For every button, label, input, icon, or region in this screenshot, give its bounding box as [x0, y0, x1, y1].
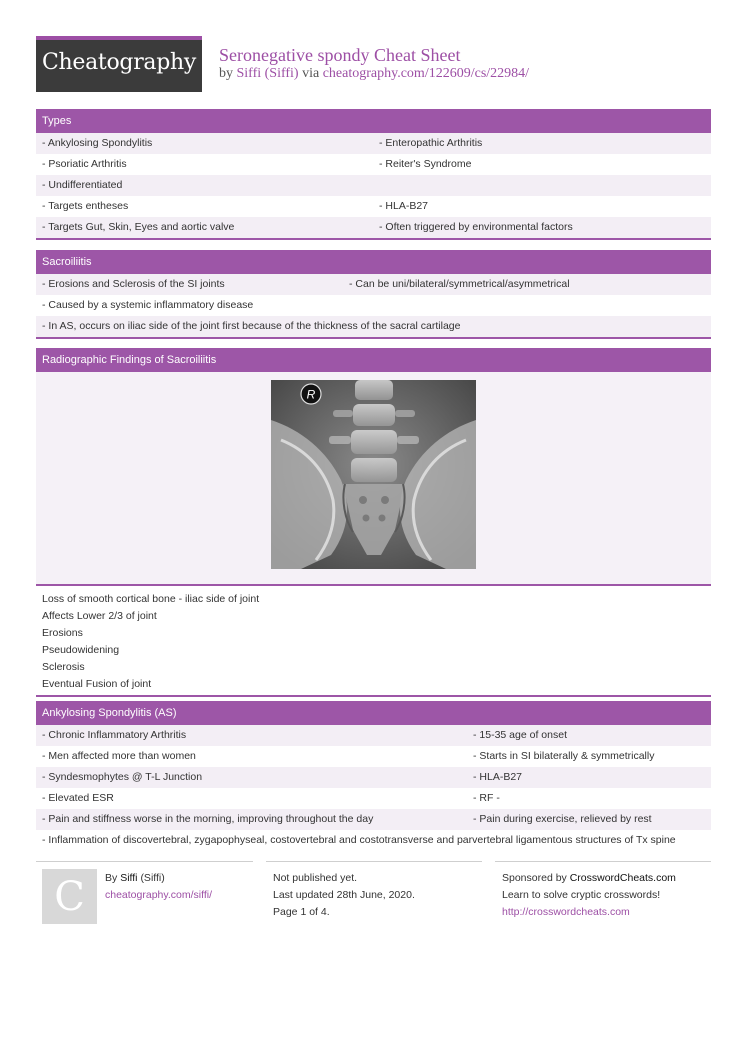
cell: - Often triggered by environmental factors: [379, 221, 573, 233]
sponsor-prefix: Sponsored by: [502, 872, 567, 884]
cell: - Psoriatic Arthritis: [42, 158, 127, 170]
section-heading: Radiographic Findings of Sacroiliitis: [36, 348, 711, 372]
table-row: [36, 196, 711, 217]
image-area: [36, 372, 711, 584]
section-heading: Ankylosing Spondylitis (AS): [36, 701, 711, 725]
sponsor-tagline: Learn to solve cryptic crosswords!: [502, 889, 661, 901]
by-prefix: by: [219, 66, 233, 81]
publish-status: Not published yet.: [273, 872, 358, 884]
cell: - Enteropathic Arthritis: [379, 137, 483, 149]
sheet-byline: [219, 66, 529, 82]
xray-side-marker: R: [306, 387, 316, 402]
author-name[interactable]: Siffi: [120, 872, 138, 884]
cell: - 15-35 age of onset: [473, 729, 567, 741]
cell: - HLA-B27: [473, 771, 523, 783]
table-row: [36, 217, 711, 238]
cell: - Erosions and Sclerosis of the SI joints: [42, 278, 225, 290]
footer-author: [105, 870, 165, 887]
author-profile-link[interactable]: cheatography.com/siffi/: [105, 889, 212, 901]
table-row: [36, 767, 711, 788]
cell: - Reiter's Syndrome: [379, 158, 472, 170]
cell: - HLA-B27: [379, 200, 429, 212]
pelvis-xray-image: [271, 380, 476, 569]
author-handle: (Siffi): [140, 872, 165, 884]
radiographic-section: [36, 348, 711, 697]
table-row: [36, 809, 711, 830]
table-row: [36, 316, 711, 337]
cell: - Targets Gut, Skin, Eyes and aortic valve: [42, 221, 235, 233]
table-row: [36, 133, 711, 154]
cell: - Caused by a systemic inflammatory disease: [42, 299, 254, 311]
section-heading: Types: [36, 109, 711, 133]
cell: - Ankylosing Spondylitis: [42, 137, 153, 149]
ankylosing-spondylitis-section: [36, 701, 711, 851]
table-row: [36, 154, 711, 175]
cell: - Syndesmophytes @ T-L Junction: [42, 771, 203, 783]
sponsor-link[interactable]: http://crosswordcheats.com: [502, 906, 630, 918]
table-row: [36, 295, 711, 316]
findings-list: [36, 584, 711, 695]
cheatography-logo[interactable]: [36, 36, 202, 92]
list-item: Affects Lower 2/3 of joint: [42, 610, 157, 622]
table-row: [36, 788, 711, 809]
cell: - Chronic Inflammatory Arthritis: [42, 729, 187, 741]
cell: - Elevated ESR: [42, 792, 114, 804]
last-updated: Last updated 28th June, 2020.: [273, 889, 415, 901]
list-item: Erosions: [42, 627, 83, 639]
table-row: [36, 746, 711, 767]
list-item: Eventual Fusion of joint: [42, 678, 152, 690]
by-label: By: [105, 872, 118, 884]
sheet-url-link[interactable]: cheatography.com/122609/cs/22984/: [322, 66, 530, 81]
cell: - RF -: [473, 792, 500, 804]
list-item: Pseudowidening: [42, 644, 120, 656]
table-row: [36, 725, 711, 746]
cell: - Starts in SI bilaterally & symmetrically: [473, 750, 655, 762]
section-heading: Sacroiliitis: [36, 250, 711, 274]
cell: - Targets entheses: [42, 200, 129, 212]
list-item: Sclerosis: [42, 661, 85, 673]
sponsor-line: [502, 870, 676, 887]
table-row: [36, 830, 711, 851]
cell: - Pain and stiffness worse in the morning, improving throughout the day: [42, 813, 374, 825]
footer-divider: [36, 861, 253, 862]
author-avatar[interactable]: [42, 869, 97, 924]
table-row: [36, 175, 711, 196]
cell: - In AS, occurs on iliac side of the joint first because of the thickness of the sacral cartilage: [42, 320, 461, 332]
table-row: [36, 274, 711, 295]
author-link[interactable]: Siffi (Siffi): [236, 66, 299, 81]
cell: - Pain during exercise, relieved by rest: [473, 813, 652, 825]
avatar-letter: C: [54, 874, 85, 920]
logo-text: Cheatography: [41, 50, 197, 75]
types-section: [36, 109, 711, 240]
footer-divider: [266, 861, 482, 862]
via-label: via: [302, 66, 320, 81]
sheet-title: Seronegative spondy Cheat Sheet: [219, 45, 461, 65]
footer-divider: [495, 861, 711, 862]
sponsor-name[interactable]: CrosswordCheats.com: [569, 872, 676, 884]
cell: - Inflammation of discovertebral, zygapophyseal, costovertebral and costotransverse and parvertebral ligamentous structures of Tx spine: [42, 834, 676, 846]
list-item: Loss of smooth cortical bone - iliac side of joint: [42, 593, 260, 605]
cell: - Undifferentiated: [42, 179, 123, 191]
page-number: Page 1 of 4.: [273, 906, 330, 918]
cell: - Can be uni/bilateral/symmetrical/asymmetrical: [349, 278, 570, 290]
sacroiliitis-section: [36, 250, 711, 339]
cell: - Men affected more than women: [42, 750, 196, 762]
